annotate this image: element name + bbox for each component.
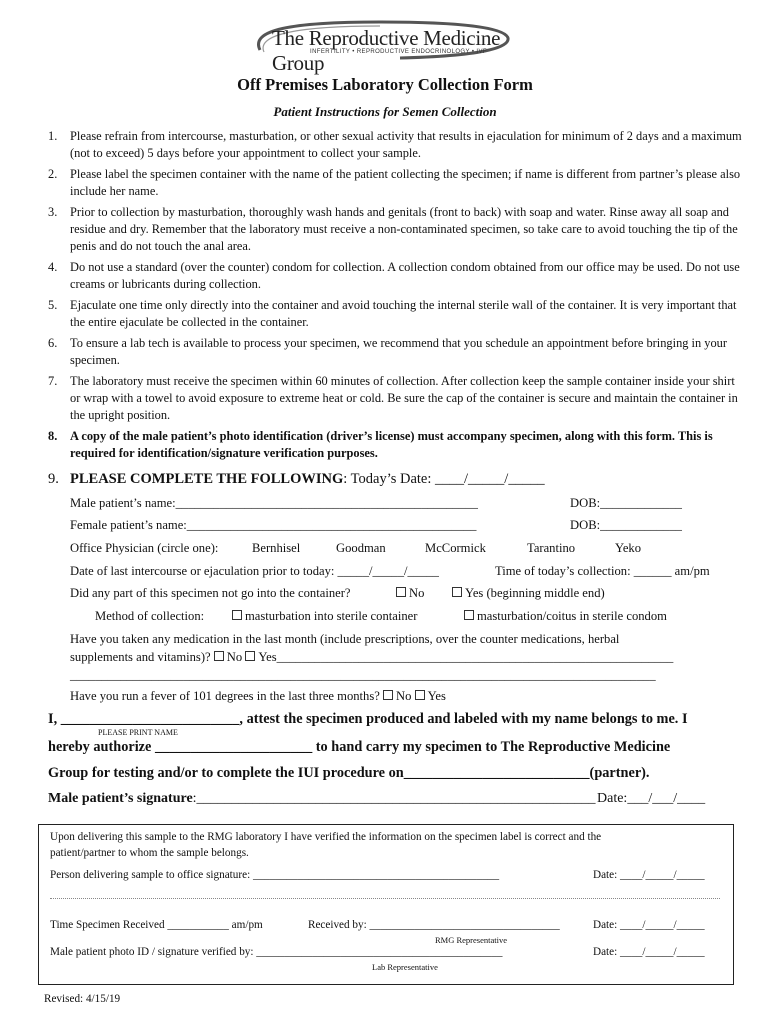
- logo-name: The Reproductive Medicine Group: [272, 26, 501, 75]
- method-option-container[interactable]: masturbation into sterile container: [232, 609, 417, 624]
- checkbox-icon[interactable]: [214, 651, 224, 661]
- attest-line-1[interactable]: I, _________________________, attest the specimen produced and labeled with my name belongs to me. I: [48, 711, 688, 727]
- complete-label: PLEASE COMPLETE THE FOLLOWING: [70, 471, 344, 487]
- instruction-item: 4. Do not use a standard (over the counter) condom for collection. A collection condom obtained from our office may be used. Do not use creams or lubricants during collection.: [48, 260, 740, 291]
- fever-question: Have you run a fever of 101 degrees in the last three months? No Yes: [70, 689, 446, 703]
- container-yes-option[interactable]: Yes (beginning middle end): [452, 586, 605, 601]
- medication-detail-line[interactable]: _____________________________________________________________________________________________: [70, 668, 656, 682]
- checkbox-icon[interactable]: [396, 587, 406, 597]
- cut-line: [50, 898, 720, 899]
- instruction-item-id-required: 8. A copy of the male patient’s photo identification (driver’s license) must accompany specimen, along with this form. This is required for identification/signature verification purposes.: [48, 429, 713, 461]
- last-intercourse-field[interactable]: Date of last intercourse or ejaculation prior to today: _____/_____/_____: [70, 564, 439, 578]
- physician-bernhisel[interactable]: Bernhisel: [252, 541, 301, 555]
- physician-mccormick[interactable]: McCormick: [425, 541, 486, 555]
- physician-label: Office Physician (circle one):: [70, 541, 219, 555]
- lab-box-text-2: patient/partner to whom the sample belongs.: [50, 847, 249, 859]
- male-name-field[interactable]: Male patient’s name:________________________________________________: [70, 496, 478, 510]
- medication-yes-option[interactable]: Yes_______________________________________________________________: [245, 650, 673, 664]
- fever-no-option[interactable]: No: [383, 689, 411, 703]
- checkbox-icon[interactable]: [245, 651, 255, 661]
- instruction-list: [48, 128, 748, 466]
- physician-goodman[interactable]: Goodman: [336, 541, 386, 555]
- form-title: Off Premises Laboratory Collection Form: [237, 75, 533, 94]
- delivering-signature-field[interactable]: Person delivering sample to office signature: ____________________________________________: [50, 869, 500, 881]
- fever-yes-option[interactable]: Yes: [415, 689, 446, 703]
- checkbox-icon[interactable]: [452, 587, 462, 597]
- method-label: Method of collection:: [95, 609, 205, 623]
- signature-date[interactable]: Date:___/___/____: [597, 791, 706, 806]
- complete-section-heading: 9. PLEASE COMPLETE THE FOLLOWING: Today’s Date: ____/_____/_____: [48, 471, 545, 487]
- female-name-field[interactable]: Female patient’s name:______________________________________________: [70, 518, 477, 532]
- received-date-field[interactable]: Date: ____/_____/_____: [593, 919, 705, 931]
- male-dob-field[interactable]: DOB:_____________: [570, 496, 682, 510]
- instruction-item: 1. Please refrain from intercourse, masturbation, or other sexual activity that results in ejaculation for minimum of 2 days and a maximum (not to exceed) 5 days before your appointment to collect your sample.: [48, 129, 742, 160]
- instruction-item: 5. Ejaculate one time only directly into the container and avoid touching the internal sterile wall of the container. It is very important that the entire ejaculate be collected in the container.: [48, 298, 737, 329]
- signature-line[interactable]: :_________________________________________________________: [192, 791, 596, 806]
- verified-date-field[interactable]: Date: ____/_____/_____: [593, 946, 705, 958]
- checkbox-icon[interactable]: [415, 690, 425, 700]
- instruction-item: 3. Prior to collection by masturbation, thoroughly wash hands and genitals (front to back) with soap and water. Rinse away all soap and residue and dry. Remember that the laboratory must receive a non-contaminated specimen, so take care to avoid touching the tip of the penis and do not touch the anal area.: [48, 205, 738, 253]
- container-question: [70, 586, 351, 601]
- signature-label: Male patient’s signature: [48, 791, 193, 806]
- photo-id-verified-field[interactable]: Male patient photo ID / signature verified by: ____________________________________________: [50, 946, 503, 958]
- revised-date: Revised: 4/15/19: [44, 993, 121, 1005]
- checkbox-icon[interactable]: [383, 690, 393, 700]
- lab-box-text-1: Upon delivering this sample to the RMG laboratory I have verified the information on the specimen label is correct and the: [50, 831, 602, 843]
- attest-line-2[interactable]: hereby authorize ______________________ to hand carry my specimen to The Reproductive Medicine: [48, 739, 671, 755]
- instruction-item: 6. To ensure a lab tech is available to process your specimen, we recommend that you schedule an appointment before bringing in your specimen.: [48, 336, 728, 368]
- physician-yeko[interactable]: Yeko: [615, 541, 642, 555]
- print-name-caption: PLEASE PRINT NAME: [98, 728, 178, 737]
- container-question-text: Did any part of this specimen not go into the container?: [70, 586, 351, 600]
- container-no-option[interactable]: No: [396, 586, 424, 601]
- attest-line-3[interactable]: Group for testing and/or to complete the IUI procedure on__________________________(partner).: [48, 765, 650, 781]
- checkbox-icon[interactable]: [232, 610, 242, 620]
- collection-time-field[interactable]: Time of today’s collection: ______ am/pm: [495, 564, 710, 578]
- delivering-date-field[interactable]: Date: ____/_____/_____: [593, 869, 705, 881]
- method-option-condom[interactable]: masturbation/coitus in sterile condom: [464, 609, 667, 624]
- logo-tagline: INFERTILITY • REPRODUCTIVE ENDOCRINOLOGY • IVF: [310, 49, 487, 55]
- lab-representative-caption: Lab Representative: [372, 962, 438, 972]
- medication-question: Have you taken any medication in the last month (include prescriptions, over the counter medications, herbal: [70, 632, 620, 646]
- form-subtitle: Patient Instructions for Semen Collection: [273, 104, 497, 119]
- medication-no-option[interactable]: No: [214, 650, 242, 664]
- signature-row[interactable]: [48, 791, 596, 807]
- logo: [250, 20, 512, 75]
- instruction-item: 7. The laboratory must receive the specimen within 60 minutes of collection. After collection keep the sample container inside your shirt or wrap with a towel to avoid exposure to extreme heat or cold. Be sure the cap of the container is secure and maintain the container in the upright position.: [48, 374, 738, 422]
- time-received-field[interactable]: Time Specimen Received ___________ am/pm: [50, 919, 263, 931]
- physician-tarantino[interactable]: Tarantino: [527, 541, 576, 555]
- rmg-representative-caption: RMG Representative: [435, 935, 507, 945]
- todays-date-field[interactable]: : Today’s Date: ____/_____/_____: [343, 471, 545, 487]
- checkbox-icon[interactable]: [464, 610, 474, 620]
- medication-question-2: supplements and vitamins)? No Yes_______________________________________________________________: [70, 650, 674, 664]
- instruction-item: 2. Please label the specimen container with the name of the patient collecting the specimen; if name is different from partner’s please also include her name.: [48, 167, 741, 198]
- received-by-field[interactable]: Received by: __________________________________: [308, 919, 560, 931]
- female-dob-field[interactable]: DOB:_____________: [570, 518, 682, 532]
